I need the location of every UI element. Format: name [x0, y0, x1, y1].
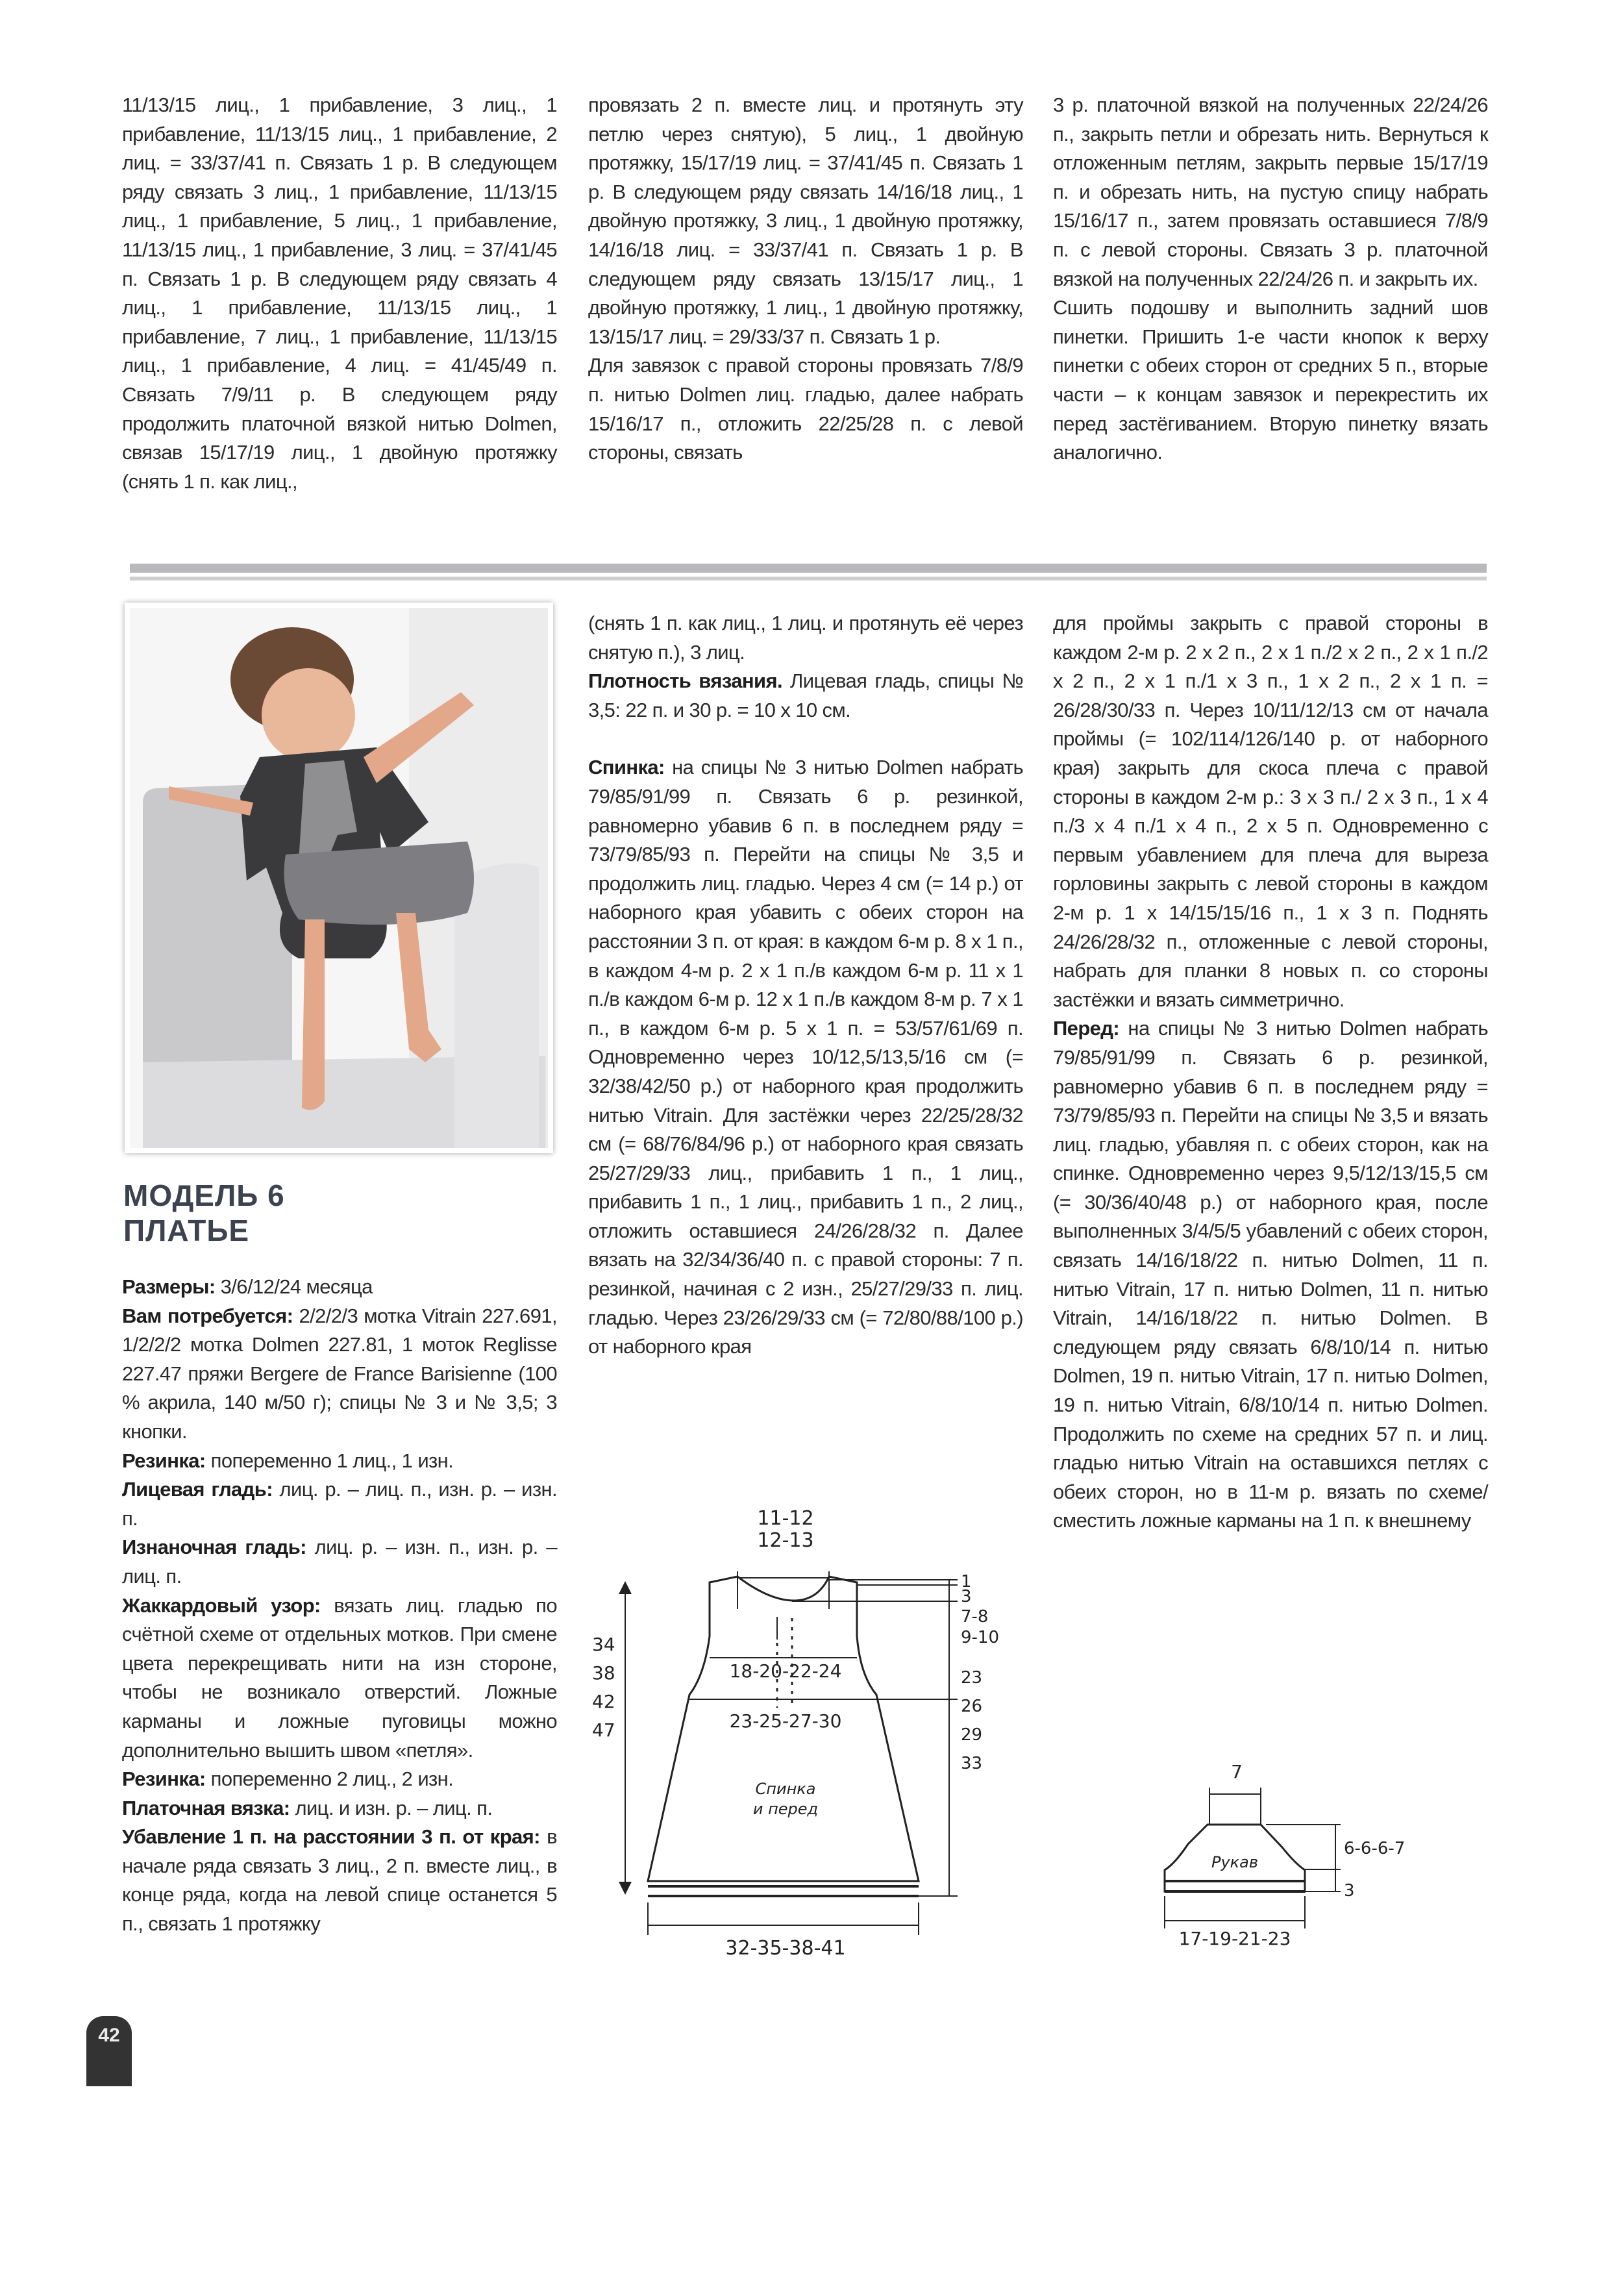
dim-value: 29 [961, 1725, 983, 1745]
chest-width: 23-25-27-30 [729, 1710, 842, 1732]
spec-materials [122, 1302, 557, 1447]
sleeve-schematic [1143, 1740, 1467, 1974]
gauge-label: Плотность вязания. [588, 669, 782, 693]
sleeve-bottom-width: 17-19-21-23 [1178, 1928, 1291, 1949]
spec-reverse-stockinette [122, 1533, 557, 1591]
spec-label: Резинка: [122, 1449, 206, 1472]
dim-value: 7-8 [961, 1607, 989, 1627]
paragraph: провязать 2 п. вместе лиц. и протянуть эту петлю через снятую), 5 лиц., 1 двойную протяжку, 15/17/19 лиц. = 37/41/45 п. Связать 1 р. В следующем ряду связать 14/16/18 лиц., 1 двойную протяжку, 3 лиц., 1 двойную протяжку, 14/16/18 лиц. = 33/37/41 п. Связать 1 р. В следующем ряду связать 13/15/17 лиц., 1 двойную протяжку, 1 лиц., 1 двойную протяжку, 13/15/17 лиц. = 29/33/37 п. Связать 1 р. [588, 94, 1023, 348]
page-number: 42 [98, 2025, 120, 2046]
instructions-column-middle [588, 609, 1023, 1362]
piece-label: и перед [752, 1800, 819, 1818]
sleeve-cap-height: 6-6-6-7 [1344, 1839, 1406, 1858]
spec-text: лиц. р. – изн. п., изн. р. – лиц. п. [122, 1536, 557, 1588]
arrow-down-icon [619, 1882, 632, 1895]
spec-rib1 [122, 1447, 557, 1476]
spec-text: 3/6/12/24 месяца [215, 1275, 373, 1298]
spec-text: попеременно 1 лиц., 1 изн. [205, 1449, 454, 1472]
arrow-up-icon [619, 1581, 632, 1594]
spec-sizes [122, 1273, 557, 1302]
body-schematic [571, 1506, 1039, 1974]
height-value: 42 [592, 1691, 615, 1712]
model-name: ПЛАТЬЕ [123, 1214, 250, 1247]
bottom-width: 32-35-38-41 [725, 1937, 846, 1960]
spec-label: Размеры: [122, 1275, 216, 1298]
spec-text: 2/2/2/3 мотка Vitrain 227.691, 1/2/2/2 мотка Dolmen 227.81, 1 моток Reglisse 227.47 пряжи Bergere de France Barisienne (100 % акрила, 140 м/50 г); спицы № 3 и № 3,5; 3 кнопки. [122, 1304, 557, 1443]
spec-text: лиц. р. – лиц. п., изн. р. – изн. п. [122, 1478, 557, 1530]
dim-value: 23 [961, 1668, 983, 1688]
top-column-2 [588, 91, 1023, 468]
spec-garter [122, 1794, 557, 1823]
front-paragraph [1053, 1014, 1488, 1536]
spec-label: Жаккардовый узор: [122, 1593, 321, 1617]
front-text: на спицы № 3 нитью Dolmen набрать 79/85/91/99 п. Связать 6 р. резинкой, равномерно убавив 6 п. в последнем ряду = 73/79/85/93 п. Перейти на спицы № 3,5 и вязать лиц. гладью, убавляя п. с обеих сторон, как на спинке. Одновременно через 9,5/12/13/15,5 см (= 30/36/40/48 р.) от наборного края, после выполненных 3/4/5/5 убавлений с обеих сторон, связать 14/16/18/22 п. нитью Dolmen, 11 п. нитью Vitrain, 17 п. нитью Dolmen, 11 п. нитью Vitrain, 14/16/18/22 п. нитью Dolmen. В следующем ряду связать 6/8/10/14 п. нитью Dolmen, 19 п. нитью Vitrain, 17 п. нитью Dolmen, 19 п. нитью Vitrain, 6/8/10/14 п. нитью Dolmen. Продолжить по схеме на средних 57 п. и лиц. гладью нитью Vitrain на оставшихся петлях с обеих сторон, но в 11-м р. вязать по схеме/сместить ложные карманы на 1 п. к внешнему [1053, 1017, 1488, 1532]
spec-label: Изнаночная гладь: [122, 1536, 306, 1559]
neck-width-2: 12-13 [757, 1529, 814, 1552]
specs-column [122, 1273, 557, 1939]
height-value: 47 [592, 1719, 615, 1741]
back-label: Спинка: [588, 756, 665, 779]
paragraph: Сшить подошву и выполнить задний шов пинетки. Пришить 1-е части кнопок к верху пинетки с обеих сторон от средних 5 п., вторые части – к концам завязок и перекрестить их перед застёгиванием. Вторую пинетку вязать аналогично. [1053, 296, 1488, 464]
paragraph: (снять 1 п. как лиц., 1 лиц. и протянуть её через снятую п.), 3 лиц. [588, 612, 1023, 664]
model-title [123, 1178, 285, 1248]
model-number: МОДЕЛЬ 6 [123, 1179, 285, 1212]
spec-text: лиц. и изн. р. – лиц. п. [290, 1796, 493, 1819]
yoke-width: 18-20-22-24 [729, 1660, 842, 1682]
sleeve-top-width: 7 [1231, 1761, 1243, 1782]
neck-width-1: 11-12 [757, 1507, 814, 1530]
piece-label: Спинка [755, 1780, 816, 1798]
sleeve-label: Рукав [1211, 1853, 1259, 1871]
spec-label: Резинка: [122, 1767, 206, 1791]
photo-illustration [130, 608, 548, 1148]
spec-jacquard [122, 1591, 557, 1766]
sleeve-cuff-height: 3 [1344, 1881, 1355, 1901]
spec-label: Платочная вязка: [122, 1796, 290, 1819]
gauge-text: Лицевая гладь, спицы № 3,5: 22 п. и 30 р. = 10 x 10 см. [588, 669, 1024, 721]
page-number-tab [86, 2016, 132, 2086]
spec-label: Лицевая гладь: [122, 1478, 273, 1501]
spec-label: Вам потребуется: [122, 1304, 293, 1327]
dim-value: 33 [961, 1754, 983, 1773]
spec-decrease [122, 1823, 557, 1938]
back-text: на спицы № 3 нитью Dolmen набрать 79/85/91/99 п. Связать 6 р. резинкой, равномерно убавив 6 п. в последнем ряду = 73/79/85/93 п. Перейти на спицы № 3,5 и продолжить лиц. гладью. Через 4 см (= 14 р.) от наборного края убавить с обеих сторон на расстоянии 3 п. от края: в каждом 6-м р. 8 x 1 п., в каждом 4-м р. 2 x 1 п./в каждом 6-м р. 11 x 1 п./в каждом 6-м р. 12 x 1 п./в каждом 8-м р. 7 x 1 п., в каждом 6-м р. 5 x 1 п. = 53/57/61/69 п. Одновременно через 10/12,5/13,5/16 см (= 32/38/42/50 р.) от наборного края продолжить нитью Vitrain. Для застёжки через 22/25/28/32 см (= 68/76/84/96 р.) от наборного края связать 25/27/29/33 лиц., прибавить 1 п., 1 лиц., прибавить 1 п., 1 лиц., прибавить 1 п., 2 лиц., отложить оставшиеся 24/26/28/32 п. Далее вязать на 32/34/36/40 п. с правой стороны: 7 п. резинкой, начиная с 2 изн., 25/27/29/33 п. лиц. гладью. Через 23/26/29/33 см (= 72/80/88/100 р.) от наборного края [588, 756, 1023, 1358]
spec-rib2 [122, 1765, 557, 1794]
spec-stockinette [122, 1475, 557, 1533]
spec-text: вязать лиц. гладью по счётной схеме от отдельных мотков. При смене цвета перекрещивать нити на изн стороне, чтобы не возникало отверстий. Ложные карманы и ложные пуговицы можно дополнительно вышить швом «петля». [122, 1593, 557, 1762]
front-label: Перед: [1053, 1017, 1120, 1040]
dim-value: 9-10 [961, 1628, 1000, 1647]
top-column-3 [1053, 91, 1488, 468]
dim-value: 26 [961, 1697, 983, 1716]
paragraph: Для завязок с правой стороны провязать 7/8/9 п. нитью Dolmen лиц. гладью, далее набрать 15/16/17 п., отложить 22/25/28 п. с левой стороны, связать [588, 354, 1023, 464]
gauge-paragraph [588, 667, 1023, 725]
dim-value: 1 [961, 1572, 972, 1591]
dim-value: 3 [961, 1587, 972, 1606]
paragraph: 11/13/15 лиц., 1 прибавление, 3 лиц., 1 прибавление, 11/13/15 лиц., 1 прибавление, 2 лиц. = 33/37/41 п. Связать 1 р. В следующем ряду связать 3 лиц., 1 прибавление, 11/13/15 лиц., 1 прибавление, 5 лиц., 1 прибавление, 11/13/15 лиц., 1 прибавление, 3 лиц. = 37/41/45 п. Связать 1 р. В следующем ряду связать 4 лиц., 1 прибавление, 11/13/15 лиц., 1 прибавление, 7 лиц., 1 прибавление, 11/13/15 лиц., 1 прибавление, 4 лиц. = 41/45/49 п. Связать 7/9/11 р. В следующем ряду продолжить платочной вязкой нитью Dolmen, связав 15/17/19 лиц., 1 двойную протяжку (снять 1 п. как лиц., [122, 94, 557, 493]
model-photo [125, 603, 553, 1153]
height-value: 34 [592, 1634, 615, 1655]
height-value: 38 [592, 1662, 615, 1684]
paragraph: для проймы закрыть с правой стороны в каждом 2-м р. 2 x 2 п., 2 x 1 п./2 x 2 п., 2 x 1 п./2 x 2 п., 2 x 1 п./1 x 3 п., 1 x 2 п., 2 x 1 п. = 26/28/30/33 п. Через 10/11/12/13 см от начала проймы (= 102/114/126/140 р. от наборного края) закрыть для скоса плеча с правой стороны в каждом 2-м р.: 3 x 3 п./ 2 x 3 п., 1 x 4 п./3 x 4 п./1 x 4 п., 2 x 5 п. Одновременно с первым убавлением для плеча для выреза горловины закрыть с левой стороны в каждом 2-м р. 1 x 14/15/15/16 п., 1 x 3 п. Поднять 24/26/28/32 п., отложенные с левой стороны, набрать для планки 8 новых п. со стороны застёжки и вязать симметрично. [1053, 612, 1488, 1011]
spec-label: Убавление 1 п. на расстоянии 3 п. от края: [122, 1825, 540, 1849]
back-paragraph [588, 753, 1023, 1361]
instructions-column-right [1053, 609, 1488, 1536]
section-divider [130, 564, 1487, 580]
top-column-1 [122, 91, 557, 496]
spec-text: в начале ряда связать 3 лиц., 2 п. вместе лиц., в конце ряда, когда на левой спице останется 5 п., связать 1 протяжку [122, 1825, 557, 1936]
spec-text: попеременно 2 лиц., 2 изн. [205, 1767, 454, 1791]
paragraph: 3 р. платочной вязкой на полученных 22/24/26 п., закрыть петли и обрезать нить. Вернуться к отложенным петлям, закрыть первые 15/17/19 п. и обрезать нить, на пустую спицу набрать 15/16/17 п., затем провязать оставшиеся 7/8/9 п. с левой стороны. Связать 3 р. платочной вязкой на полученных 22/24/26 п. и закрыть их. [1053, 94, 1488, 290]
